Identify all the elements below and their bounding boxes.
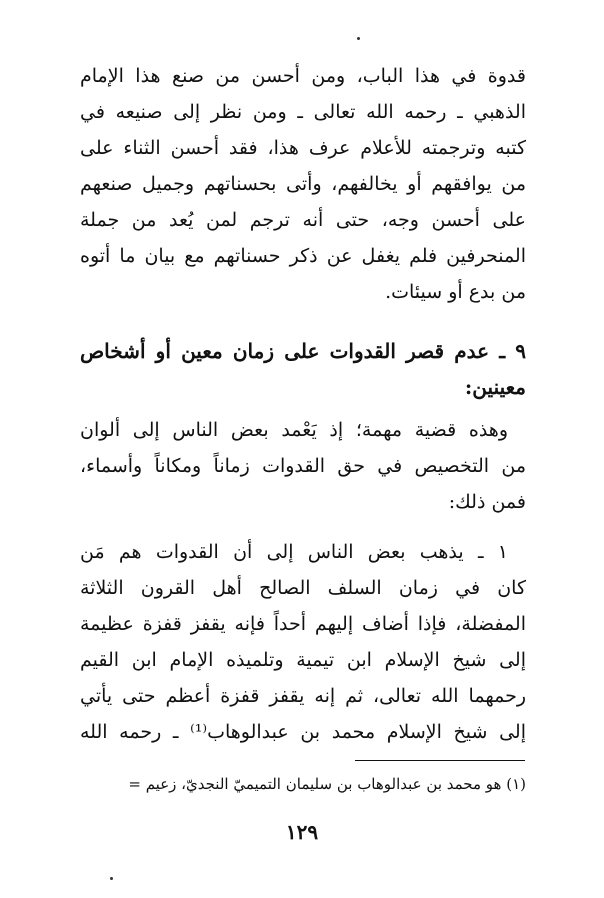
page-number: ١٢٩ xyxy=(285,820,319,844)
text-line: ١ ـ يذهب بعض الناس إلى أن القدوات هم مَن xyxy=(80,541,508,563)
text-line: كان في زمان السلف الصالح أهل القرون الثلاثة xyxy=(80,577,526,599)
text-line: إلى شيخ الإسلام ابن تيمية وتلميذه الإمام ابن القيم xyxy=(80,649,526,671)
scan-speck xyxy=(110,877,113,880)
text-line: رحمهما الله تعالى، ثم إنه يقفز قفزة أعظم حتى يأتي xyxy=(80,685,526,707)
heading-line: ٩ ـ عدم قصر القدوات على زمان معين أو أشخاص xyxy=(80,339,526,363)
text-line: من يوافقهم أو يخالفهم، وأتى بحسناتهم وجميل صنعهم xyxy=(80,173,526,195)
text-line: من التخصيص في حق القدوات زماناً ومكاناً وأسماء، xyxy=(80,455,526,477)
text-line: قدوة في هذا الباب، ومن أحسن من صنع هذا الإمام xyxy=(80,65,526,87)
text-line: المفضلة، فإذا أضاف إليهم أحداً فإنه يقفز قفزة عظيمة xyxy=(80,613,526,635)
text-line: فمن ذلك: xyxy=(448,491,526,513)
text-line: على أحسن وجه، حتى أنه ترجم لمن يُعد من جملة xyxy=(80,209,526,231)
text-line: كتبه وترجمته للأعلام عرف هذا، فقد أحسن الثناء على xyxy=(80,137,526,159)
footnote: (١) هو محمد بن عبدالوهاب بن سليمان التميميّ النجديّ، زعيم = xyxy=(128,775,526,793)
footnote-divider xyxy=(355,760,525,761)
section-heading xyxy=(80,333,526,405)
paragraph-2 xyxy=(80,412,526,520)
paragraph-3 xyxy=(80,534,526,750)
text-line: الذهبي ـ رحمه الله تعالى ـ ومن نظر إلى صنيعه في xyxy=(80,101,526,123)
text-line: من بدع أو سيئات. xyxy=(385,281,526,303)
text-line: إلى شيخ الإسلام محمد بن عبدالوهاب⁽¹⁾ ـ رحمه الله xyxy=(80,721,526,743)
scan-speck xyxy=(357,37,360,40)
text-line: المنحرفين فلم يغفل عن ذكر حسناتهم مع بيان ما أتوه xyxy=(80,245,526,267)
heading-line: معينين: xyxy=(464,375,526,399)
text-line: وهذه قضية مهمة؛ إذ يَعْمد بعض الناس إلى ألوان xyxy=(80,419,508,441)
paragraph-1 xyxy=(80,58,526,310)
